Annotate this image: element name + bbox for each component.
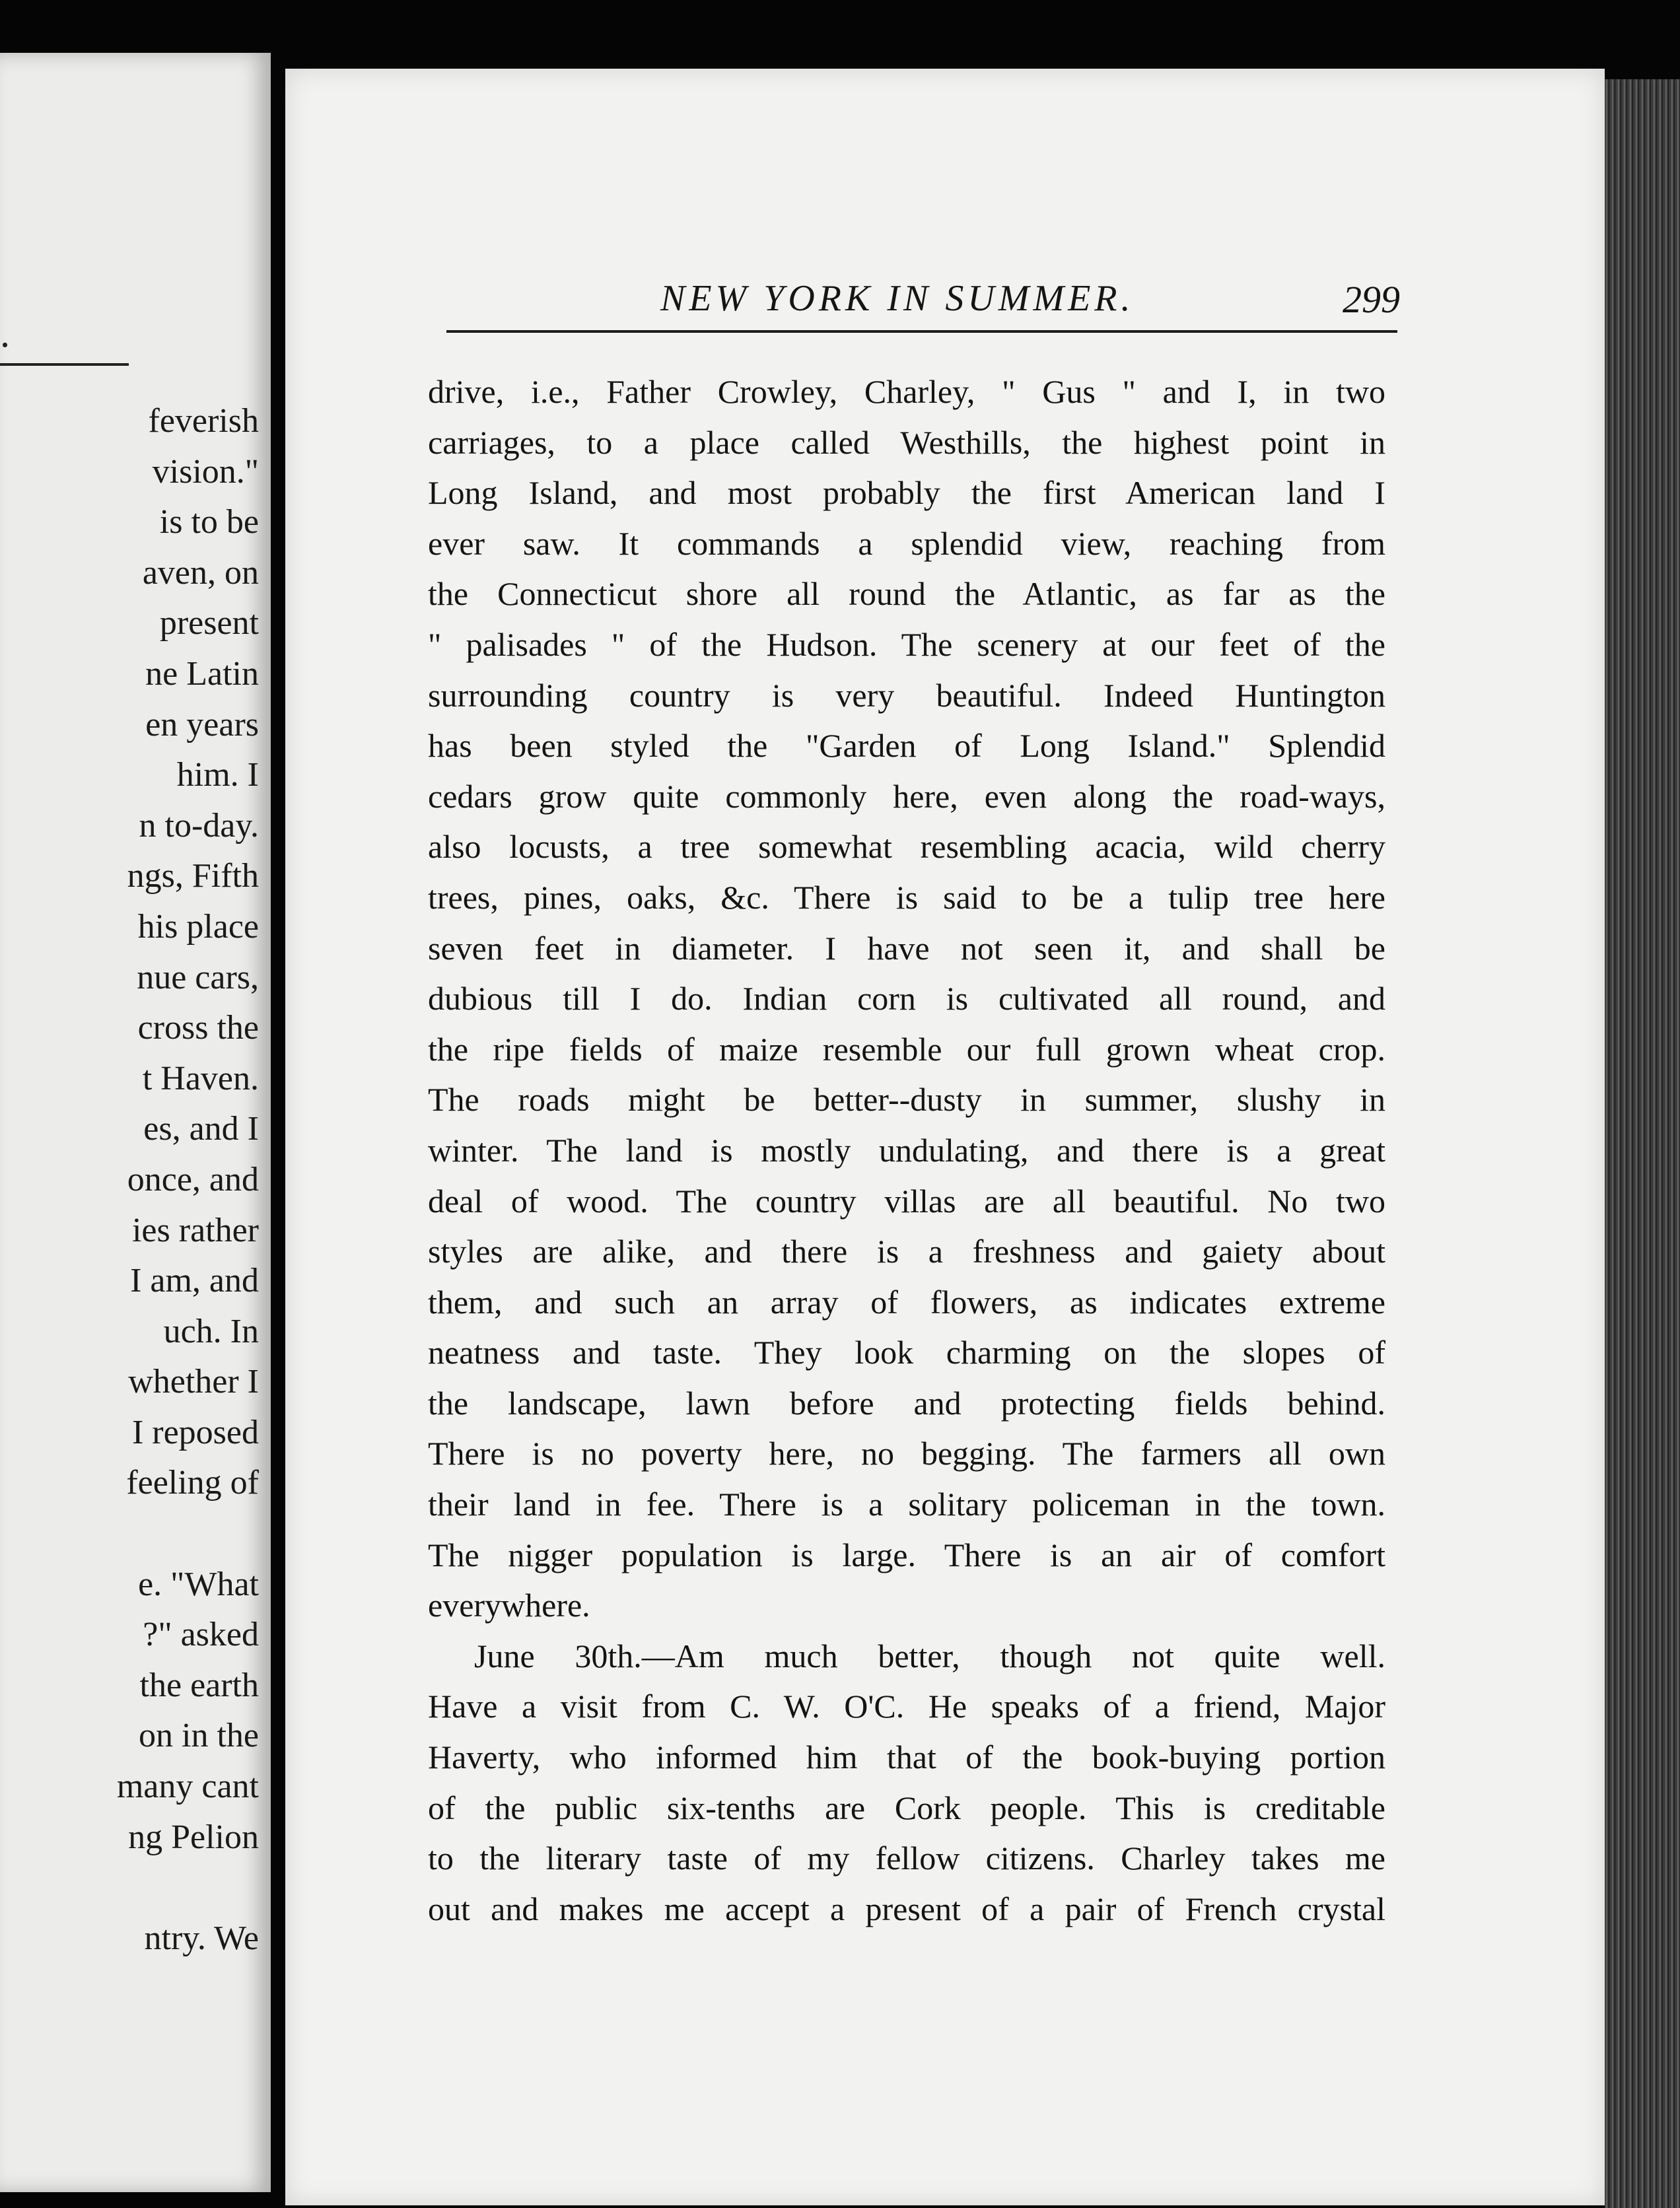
header-rule bbox=[446, 330, 1397, 333]
left-line: ne Latin bbox=[145, 654, 259, 693]
book-page-edges bbox=[1605, 79, 1680, 2208]
left-line: n to-day. bbox=[139, 806, 259, 845]
body-line: trees, pines, oaks, &c. There is said to be a tulip tree here bbox=[428, 878, 1385, 916]
body-line: winter. The land is mostly undulating, and there is a great bbox=[428, 1131, 1385, 1169]
body-line: the landscape, lawn before and protecting fields behind. bbox=[428, 1384, 1385, 1422]
body-line: carriages, to a place called Westhills, the highest point in bbox=[428, 423, 1385, 461]
left-line: ngs, Fifth bbox=[127, 857, 259, 895]
left-line: ies rather bbox=[131, 1211, 259, 1249]
body-line: the ripe fields of maize resemble our full grown wheat crop. bbox=[428, 1030, 1385, 1068]
left-line: once, and bbox=[127, 1160, 259, 1198]
left-line: cross the bbox=[137, 1009, 259, 1047]
body-line: dubious till I do. Indian corn is cultivated all round, and bbox=[428, 980, 1385, 1018]
running-title: NEW YORK IN SUMMER. bbox=[660, 278, 1135, 319]
body-line: Haverty, who informed him that of the book-buying portion bbox=[428, 1739, 1385, 1776]
left-line: ntry. We bbox=[144, 1919, 259, 1957]
body-line: styles are alike, and there is a freshness and gaiety about bbox=[428, 1233, 1385, 1270]
body-line: also locusts, a tree somewhat resembling acacia, wild cherry bbox=[428, 828, 1385, 866]
left-line: feverish bbox=[148, 402, 259, 440]
left-header-rule bbox=[0, 363, 129, 366]
body-line: seven feet in diameter. I have not seen it, and shall be bbox=[428, 929, 1385, 967]
body-line: deal of wood. The country villas are all beautiful. No two bbox=[428, 1182, 1385, 1220]
left-page bbox=[0, 53, 271, 2192]
left-line bbox=[0, 1863, 259, 1914]
body-line: out and makes me accept a present of a pair of French crystal bbox=[428, 1890, 1385, 1927]
page-header bbox=[568, 277, 1453, 337]
left-line: I am, and bbox=[130, 1262, 259, 1300]
left-line: whether I bbox=[128, 1363, 259, 1401]
body-line: " palisades " of the Hudson. The scenery at our feet of the bbox=[428, 625, 1385, 663]
left-line: on in the bbox=[139, 1717, 259, 1755]
body-line: Have a visit from C. W. O'C. He speaks of a friend, Major bbox=[428, 1688, 1385, 1725]
body-line: everywhere. bbox=[428, 1587, 590, 1624]
left-line: vision." bbox=[152, 452, 259, 491]
left-line: his place bbox=[137, 907, 259, 946]
left-line: ng Pelion bbox=[128, 1818, 259, 1856]
body-line: The roads might be better--dusty in summer, slushy in bbox=[428, 1081, 1385, 1119]
body-line: has been styled the "Garden of Long Island." Splendid bbox=[428, 727, 1385, 765]
left-line: present bbox=[159, 604, 259, 642]
left-line bbox=[0, 1509, 259, 1560]
body-line: ever saw. It commands a splendid view, reaching from bbox=[428, 524, 1385, 562]
left-page-mark: . bbox=[0, 312, 10, 355]
left-line: many cant bbox=[116, 1768, 259, 1806]
left-line: ?" asked bbox=[143, 1616, 259, 1654]
left-line: t Haven. bbox=[142, 1059, 259, 1097]
left-line: feeling of bbox=[126, 1464, 259, 1502]
body-line: Long Island, and most probably the first American land I bbox=[428, 474, 1385, 512]
left-line: is to be bbox=[159, 503, 259, 541]
body-line: to the literary taste of my fellow citizens. Charley takes me bbox=[428, 1840, 1385, 1877]
left-line: es, and I bbox=[143, 1110, 259, 1148]
body-line: the Connecticut shore all round the Atlantic, as far as the bbox=[428, 575, 1385, 613]
left-line: e. "What bbox=[138, 1565, 259, 1603]
left-line: en years bbox=[145, 705, 259, 743]
body-line: June 30th.—Am much better, though not quite well. bbox=[474, 1637, 1385, 1674]
body-line: cedars grow quite commonly here, even along the road-ways, bbox=[428, 777, 1385, 815]
body-line: of the public six-tenths are Cork people. This is creditable bbox=[428, 1789, 1385, 1826]
left-line: aven, on bbox=[142, 553, 259, 592]
left-line: I reposed bbox=[131, 1413, 259, 1451]
body-line: surrounding country is very beautiful. Indeed Huntington bbox=[428, 676, 1385, 714]
left-line: the earth bbox=[139, 1666, 259, 1704]
body-line: drive, i.e., Father Crowley, Charley, " Gus " and I, in two bbox=[428, 373, 1385, 410]
body-line: neatness and taste. They look charming on the slopes of bbox=[428, 1334, 1385, 1371]
body-line: There is no poverty here, no begging. The farmers all own bbox=[428, 1435, 1385, 1472]
left-line: uch. In bbox=[163, 1312, 259, 1350]
body-line: The nigger population is large. There is an air of comfort bbox=[428, 1536, 1385, 1573]
left-line: him. I bbox=[176, 756, 259, 794]
body-line: their land in fee. There is a solitary policeman in the town. bbox=[428, 1486, 1385, 1523]
body-text bbox=[428, 366, 1385, 1934]
page-number: 299 bbox=[1343, 278, 1400, 321]
left-page-text bbox=[0, 396, 259, 1964]
body-line: them, and such an array of flowers, as indicates extreme bbox=[428, 1283, 1385, 1321]
left-line: nue cars, bbox=[137, 958, 259, 996]
